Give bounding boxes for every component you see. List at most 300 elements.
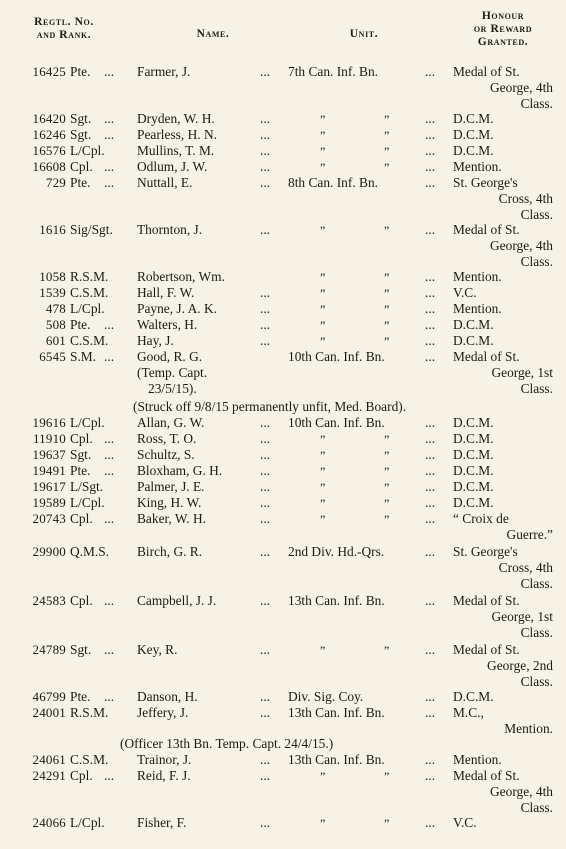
rank: Cpl. (70, 511, 93, 526)
table-row (0, 479, 566, 495)
rank: Pte. (70, 175, 91, 190)
unit-name: 7th Can. Inf. Bn. (288, 64, 379, 79)
leader-dots: ... (104, 127, 115, 142)
leader-dots: ... (425, 479, 436, 494)
soldier-name: Palmer, J. E. (137, 479, 205, 494)
name-note-line: 23/5/15). (148, 381, 197, 396)
soldier-name: Campbell, J. J. (137, 593, 217, 608)
honour-line: D.C.M. (453, 415, 494, 430)
soldier-name: Ross, T. O. (137, 431, 197, 446)
honour-line: M.C., (453, 705, 484, 720)
leader-dots: ... (425, 111, 436, 126)
honour-granted (453, 64, 553, 112)
honour-granted (453, 333, 494, 349)
ditto-mark: ” (384, 816, 390, 830)
honour-line: Class. (520, 576, 553, 591)
honour-line: D.C.M. (453, 447, 494, 462)
soldier-name: King, H. W. (137, 495, 202, 510)
ditto-mark: ” (384, 769, 390, 783)
honour-line: St. George's (453, 544, 518, 559)
leader-dots: ... (425, 317, 436, 332)
leader-dots: ... (260, 317, 271, 332)
header-regtl-no: Regtl. No. (34, 16, 94, 28)
honour-line: Mention. (453, 752, 502, 767)
leader-dots: ... (260, 495, 271, 510)
leader-dots: ... (260, 705, 271, 720)
honour-line: Guerre.” (506, 527, 553, 542)
honour-line: George, 4th (490, 80, 553, 95)
table-row (0, 111, 566, 127)
rank: Sgt. (70, 642, 92, 657)
leader-dots: ... (260, 333, 271, 348)
rank: Pte. (70, 64, 91, 79)
regimental-number: 19589 (32, 495, 66, 510)
ditto-mark: ” (320, 512, 326, 526)
honour-line: D.C.M. (453, 479, 494, 494)
honour-line: D.C.M. (453, 317, 494, 332)
soldier-name: Mullins, T. M. (137, 143, 215, 158)
honour-line: D.C.M. (453, 111, 494, 126)
honour-line: George, 1st (491, 365, 553, 380)
honour-granted (453, 431, 494, 447)
honour-granted (453, 447, 494, 463)
rank: C.S.M. (70, 285, 109, 300)
table-row (0, 301, 566, 317)
honour-granted (453, 479, 494, 495)
soldier-name: Thornton, J. (137, 222, 203, 237)
soldier-name: Danson, H. (137, 689, 198, 704)
soldier-name: Nuttall, E. (137, 175, 193, 190)
table-row (0, 269, 566, 285)
honour-granted (453, 511, 553, 543)
unit-name: 13th Can. Inf. Bn. (288, 705, 385, 720)
honour-line: Class. (520, 674, 553, 689)
honour-line: Medal of St. (453, 222, 520, 237)
ditto-mark: ” (320, 432, 326, 446)
table-row (0, 317, 566, 333)
leader-dots: ... (425, 768, 436, 783)
name-note-line: (Temp. Capt. (137, 365, 208, 380)
soldier-name: Bloxham, G. H. (137, 463, 223, 478)
leader-dots: ... (260, 511, 271, 526)
honour-granted (453, 111, 494, 127)
soldier-name: Key, R. (137, 642, 178, 657)
leader-dots: ... (260, 301, 271, 316)
ditto-mark: ” (320, 112, 326, 126)
soldier-name: Trainor, J. (137, 752, 192, 767)
note-line: (Officer 13th Bn. Temp. Capt. 24/4/15.) (120, 736, 334, 751)
leader-dots: ... (260, 689, 271, 704)
soldier-name: Good, R. G. (137, 349, 203, 364)
leader-dots: ... (104, 175, 115, 190)
leader-dots: ... (260, 447, 271, 462)
honour-line: Class. (520, 207, 553, 222)
honour-line: Class. (520, 96, 553, 111)
honour-line: Mention. (453, 301, 502, 316)
ditto-mark: ” (320, 643, 326, 657)
leader-dots: ... (425, 349, 436, 364)
leader-dots: ... (425, 143, 436, 158)
header-and-rank: and Rank. (36, 29, 92, 41)
table-row (0, 495, 566, 511)
soldier-name: Jeffery, J. (137, 705, 189, 720)
ditto-mark: ” (384, 286, 390, 300)
rank: Q.M.S. (70, 544, 110, 559)
ditto-mark: ” (320, 302, 326, 316)
leader-dots: ... (104, 431, 115, 446)
honour-line: V.C. (453, 815, 477, 830)
honour-granted (453, 175, 553, 223)
ditto-mark: ” (384, 160, 390, 174)
regimental-number: 24066 (32, 815, 66, 830)
leader-dots: ... (425, 752, 436, 767)
honour-line: Medal of St. (453, 349, 520, 364)
honour-granted (453, 593, 553, 641)
rank: Cpl. (70, 768, 93, 783)
ditto-mark: ” (384, 512, 390, 526)
regimental-number: 46799 (32, 689, 66, 704)
rank: L/Cpl. (70, 815, 105, 830)
honour-line: Medal of St. (453, 642, 520, 657)
ditto-mark: ” (384, 128, 390, 142)
unit-name: 2nd Div. Hd.-Qrs. (288, 544, 385, 559)
regimental-number: 1539 (39, 285, 66, 300)
rank: Sig/Sgt. (70, 222, 113, 237)
ditto-mark: ” (384, 448, 390, 462)
leader-dots: ... (260, 64, 271, 79)
column-header-regtl-no-rank (14, 16, 114, 42)
table-row (0, 544, 566, 591)
soldier-name: Pearless, H. N. (137, 127, 217, 142)
leader-dots: ... (425, 222, 436, 237)
table-row (0, 815, 566, 831)
honour-granted (453, 349, 553, 397)
regimental-number: 19491 (32, 463, 66, 478)
leader-dots: ... (104, 768, 115, 783)
table-row (0, 143, 566, 159)
honour-granted (453, 301, 502, 317)
honour-granted (453, 752, 502, 768)
honour-line: Class. (520, 381, 553, 396)
regimental-number: 24583 (32, 593, 66, 608)
rank: Cpl. (70, 159, 93, 174)
honour-line: Medal of St. (453, 593, 520, 608)
rank: Pte. (70, 317, 91, 332)
rank: Cpl. (70, 593, 93, 608)
header-or-reward: or Reward (473, 23, 533, 35)
soldier-name: Allan, G. W. (137, 415, 205, 430)
leader-dots: ... (104, 593, 115, 608)
table-row (0, 705, 566, 736)
ditto-mark: ” (384, 334, 390, 348)
rank: Cpl. (70, 431, 93, 446)
rank: C.S.M. (70, 752, 109, 767)
regimental-number: 24789 (32, 642, 66, 657)
regimental-number: 19616 (32, 415, 66, 430)
honour-line: D.C.M. (453, 333, 494, 348)
leader-dots: ... (425, 544, 436, 559)
unit-name: 13th Can. Inf. Bn. (288, 593, 385, 608)
unit-name: 10th Can. Inf. Bn. (288, 415, 385, 430)
honour-line: St. George's (453, 175, 518, 190)
honour-granted (453, 495, 494, 511)
soldier-name: Birch, G. R. (137, 544, 203, 559)
ditto-mark: ” (320, 496, 326, 510)
rank: L/Cpl. (70, 143, 105, 158)
regimental-number: 729 (45, 175, 66, 190)
regimental-number: 1058 (39, 269, 66, 284)
leader-dots: ... (260, 285, 271, 300)
regimental-number: 478 (45, 301, 66, 316)
regimental-number: 1616 (39, 222, 66, 237)
rank: L/Sgt. (70, 479, 104, 494)
honour-line: D.C.M. (453, 127, 494, 142)
unit-name: Div. Sig. Coy. (288, 689, 364, 704)
table-row (0, 175, 566, 222)
ditto-mark: ” (384, 643, 390, 657)
soldier-name: Reid, F. J. (137, 768, 191, 783)
table-row (0, 349, 566, 396)
leader-dots: ... (425, 415, 436, 430)
honour-line: Mention. (453, 159, 502, 174)
column-header-unit: Unit. (349, 28, 379, 40)
soldier-name: Odlum, J. W. (137, 159, 208, 174)
honour-line: “ Croix de (453, 511, 509, 526)
rank: S.M. (70, 349, 97, 364)
honour-line: D.C.M. (453, 495, 494, 510)
honour-granted (453, 768, 553, 816)
honour-granted (453, 222, 553, 270)
ditto-mark: ” (320, 128, 326, 142)
leader-dots: ... (104, 64, 115, 79)
regimental-number: 19637 (32, 447, 66, 462)
table-row (0, 593, 566, 640)
honour-line: Class. (520, 254, 553, 269)
unit-name: 13th Can. Inf. Bn. (288, 752, 385, 767)
soldier-name: Baker, W. H. (137, 511, 207, 526)
leader-dots: ... (260, 593, 271, 608)
ditto-mark: ” (320, 464, 326, 478)
honour-granted (453, 143, 494, 159)
leader-dots: ... (104, 317, 115, 332)
rank: Sgt. (70, 111, 92, 126)
ditto-mark: ” (384, 496, 390, 510)
honour-line: D.C.M. (453, 431, 494, 446)
honour-granted (453, 689, 494, 705)
regimental-number: 16420 (32, 111, 66, 126)
regimental-number: 11910 (32, 431, 66, 446)
leader-dots: ... (425, 593, 436, 608)
leader-dots: ... (425, 127, 436, 142)
leader-dots: ... (425, 64, 436, 79)
table-row (0, 431, 566, 447)
honour-line: D.C.M. (453, 463, 494, 478)
ditto-mark: ” (320, 334, 326, 348)
leader-dots: ... (260, 815, 271, 830)
rank: Pte. (70, 463, 91, 478)
honour-line: George, 4th (490, 784, 553, 799)
soldier-name: Hay, J. (137, 333, 174, 348)
ditto-mark: ” (320, 144, 326, 158)
rank: R.S.M. (70, 269, 109, 284)
leader-dots: ... (260, 415, 271, 430)
leader-dots: ... (260, 479, 271, 494)
ditto-mark: ” (320, 286, 326, 300)
honour-line: George, 1st (491, 609, 553, 624)
note-line: (Struck off 9/8/15 permanently unfit, Med. Board). (133, 399, 407, 414)
soldier-name: Dryden, W. H. (137, 111, 215, 126)
regimental-number: 24061 (32, 752, 66, 767)
ditto-mark: ” (320, 816, 326, 830)
leader-dots: ... (104, 642, 115, 657)
ditto-mark: ” (384, 432, 390, 446)
honour-granted (453, 159, 502, 175)
leader-dots: ... (104, 159, 115, 174)
ditto-mark: ” (320, 448, 326, 462)
ditto-mark: ” (320, 270, 326, 284)
rank: L/Cpl. (70, 495, 105, 510)
leader-dots: ... (260, 222, 271, 237)
honour-line: George, 2nd (487, 658, 553, 673)
leader-dots: ... (425, 495, 436, 510)
leader-dots: ... (425, 269, 436, 284)
rank: L/Cpl. (70, 301, 105, 316)
honour-granted (453, 415, 494, 431)
honour-line: V.C. (453, 285, 477, 300)
rank: L/Cpl. (70, 415, 105, 430)
regimental-number: 16576 (32, 143, 66, 158)
ditto-mark: ” (384, 464, 390, 478)
honour-line: Medal of St. (453, 64, 520, 79)
soldier-name: Farmer, J. (137, 64, 191, 79)
table-row (0, 333, 566, 349)
column-header-honour (450, 10, 556, 49)
honour-granted (453, 642, 553, 690)
leader-dots: ... (260, 752, 271, 767)
ditto-mark: ” (384, 480, 390, 494)
regimental-number: 19617 (32, 479, 66, 494)
leader-dots: ... (104, 447, 115, 462)
regimental-number: 20743 (32, 511, 66, 526)
leader-dots: ... (425, 333, 436, 348)
leader-dots: ... (260, 127, 271, 142)
leader-dots: ... (425, 159, 436, 174)
leader-dots: ... (425, 642, 436, 657)
ditto-mark: ” (384, 144, 390, 158)
leader-dots: ... (260, 175, 271, 190)
leader-dots: ... (425, 705, 436, 720)
rank: Sgt. (70, 127, 92, 142)
leader-dots: ... (425, 431, 436, 446)
leader-dots: ... (260, 111, 271, 126)
honour-line: Class. (520, 800, 553, 815)
honour-line: George, 4th (490, 238, 553, 253)
table-row (0, 511, 566, 542)
leader-dots: ... (425, 463, 436, 478)
regimental-number: 16246 (32, 127, 66, 142)
leader-dots: ... (104, 511, 115, 526)
honour-granted (453, 285, 477, 301)
leader-dots: ... (425, 511, 436, 526)
regimental-number: 24001 (32, 705, 66, 720)
leader-dots: ... (425, 447, 436, 462)
soldier-name: Hall, F. W. (137, 285, 195, 300)
table-row (0, 689, 566, 705)
table-row (0, 222, 566, 269)
soldier-name: Robertson, Wm. (137, 269, 225, 284)
column-header-name: Name. (196, 28, 230, 40)
ditto-mark: ” (320, 318, 326, 332)
honour-line: Medal of St. (453, 768, 520, 783)
table-row (0, 447, 566, 463)
honour-granted (453, 463, 494, 479)
soldier-name: Payne, J. A. K. (137, 301, 217, 316)
honour-line: Mention. (453, 269, 502, 284)
leader-dots: ... (425, 301, 436, 316)
table-row (0, 127, 566, 143)
leader-dots: ... (260, 642, 271, 657)
leader-dots: ... (260, 768, 271, 783)
regimental-number: 24291 (32, 768, 66, 783)
table-row (0, 159, 566, 175)
regimental-number: 16608 (32, 159, 66, 174)
ditto-mark: ” (384, 302, 390, 316)
leader-dots: ... (104, 349, 115, 364)
leader-dots: ... (104, 111, 115, 126)
regimental-number: 508 (45, 317, 66, 332)
header-honour: Honour (481, 10, 525, 22)
unit-name: 10th Can. Inf. Bn. (288, 349, 385, 364)
honour-granted (453, 544, 553, 592)
honour-granted (453, 317, 494, 333)
ditto-mark: ” (384, 112, 390, 126)
honour-line: D.C.M. (453, 143, 494, 158)
rank: R.S.M. (70, 705, 109, 720)
honour-line: D.C.M. (453, 689, 494, 704)
soldier-name: Walters, H. (137, 317, 198, 332)
ditto-mark: ” (320, 480, 326, 494)
leader-dots: ... (425, 689, 436, 704)
regimental-number: 6545 (39, 349, 66, 364)
leader-dots: ... (260, 143, 271, 158)
ditto-mark: ” (320, 769, 326, 783)
ditto-mark: ” (384, 270, 390, 284)
honour-granted (453, 269, 502, 285)
honour-granted (453, 127, 494, 143)
soldier-name: Schultz, S. (137, 447, 195, 462)
table-row (0, 64, 566, 111)
table-row (0, 642, 566, 689)
rank: Sgt. (70, 447, 92, 462)
header-granted: Granted. (477, 36, 529, 48)
leader-dots: ... (425, 815, 436, 830)
leader-dots: ... (425, 285, 436, 300)
leader-dots: ... (104, 689, 115, 704)
honour-line: Mention. (504, 721, 553, 736)
soldier-name: Fisher, F. (137, 815, 187, 830)
ditto-mark: ” (384, 223, 390, 237)
table-row (0, 415, 566, 431)
rank: Pte. (70, 689, 91, 704)
regimental-number: 16425 (32, 64, 66, 79)
table-row (0, 752, 566, 768)
honour-line: Class. (520, 625, 553, 640)
honour-line: Cross, 4th (498, 560, 553, 575)
table-row (0, 463, 566, 479)
leader-dots: ... (260, 544, 271, 559)
ditto-mark: ” (384, 318, 390, 332)
table-row (0, 285, 566, 301)
